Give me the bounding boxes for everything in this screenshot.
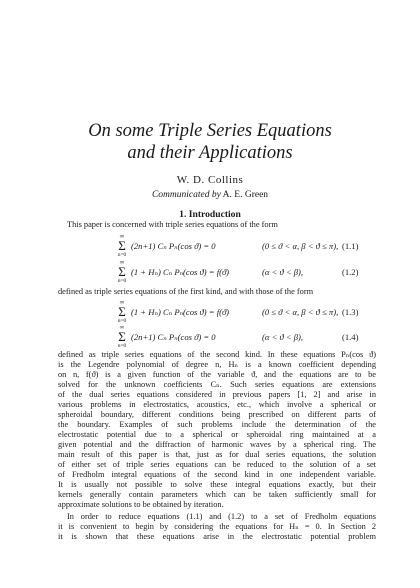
equation-lhs: (2n+1) Cₙ Pₙ(cos ϑ) = 0 bbox=[131, 332, 216, 342]
paragraph-line: approximate solutions to be obtained by iteration. bbox=[58, 500, 224, 509]
equation-1-3 bbox=[0, 299, 420, 323]
equation-lhs: (2n+1) Cₙ Pₙ(cos ϑ) = 0 bbox=[131, 241, 216, 251]
equation-1-1 bbox=[0, 233, 420, 257]
section-heading: 1. Introduction bbox=[179, 209, 241, 220]
paragraph-line: electrostatic potential due to a spherical or spheroidal ring maintained at a bbox=[58, 430, 376, 439]
paragraph-line: of either set of triple series equations can be reduced to the solution of a set bbox=[58, 460, 376, 469]
equation-condition: (0 ≤ ϑ < α, β < ϑ ≤ π), bbox=[262, 307, 339, 317]
intro-line: This paper is concerned with triple series equations of the form bbox=[67, 220, 278, 229]
summation-sign: ∞ Σ n=0 bbox=[117, 233, 127, 258]
summation-sign: ∞ Σ n=0 bbox=[117, 324, 127, 349]
paragraph-line: kernels generally contain parameters which can be taken sufficiently small for bbox=[58, 490, 376, 499]
paragraph-line: spheroidal boundary, different conditions being prescribed on different parts of bbox=[58, 410, 376, 419]
communicated-prefix: Communicated by bbox=[151, 190, 221, 200]
paragraph-line: is the Legendre polynomial of degree n, Hₙ is a known coefficient depending bbox=[58, 360, 376, 369]
equation-condition: (α < ϑ < β), bbox=[262, 332, 304, 342]
communicated-name: A. E. Green bbox=[222, 190, 269, 200]
equation-number: (1.3) bbox=[342, 307, 359, 317]
equation-number: (1.4) bbox=[342, 332, 359, 342]
title-line-1: On some Triple Series Equations bbox=[88, 121, 332, 141]
paragraph-line: various problems in electrostatics, acoustics, etc., which involve a spherical or bbox=[58, 400, 376, 409]
equation-number: (1.1) bbox=[342, 241, 359, 251]
author: W. D. Collins bbox=[176, 174, 244, 186]
communicated-by bbox=[0, 190, 420, 200]
paragraph-line: given potential and the diffraction of harmonic waves by a spherical ring. The bbox=[58, 440, 376, 449]
equation-lhs: (1 + Hₙ) Cₙ Pₙ(cos ϑ) = f(ϑ) bbox=[131, 267, 230, 277]
paragraph-line: of Fredholm integral equations of the second kind in one independent variable. bbox=[58, 470, 376, 479]
mid-line: defined as triple series equations of the first kind, and with those of the form bbox=[58, 287, 314, 296]
paragraph-line: it is convenient to begin by considering the equations for Hₙ = 0. In Section 2 bbox=[58, 522, 376, 531]
paragraph-line: defined as triple series equations of the second kind. In these equations Pₙ(cos ϑ) bbox=[58, 350, 376, 359]
summation-sign: ∞ Σ n=0 bbox=[117, 299, 127, 324]
equation-condition: (α < ϑ < β), bbox=[262, 267, 304, 277]
paragraph-line: main result of this paper is that, just as for dual series equations, the solution bbox=[58, 450, 376, 459]
paragraph-line: solved for the unknown coefficients Cₙ. Such series equations are extensions bbox=[58, 380, 376, 389]
paragraph-line: In order to reduce equations (1.1) and (1.2) to a set of Fredholm equations bbox=[67, 512, 376, 521]
equation-1-2 bbox=[0, 259, 420, 283]
paragraph-line: the boundary. Examples of such problems include the determination of the bbox=[58, 420, 376, 429]
equation-1-4 bbox=[0, 324, 420, 348]
equation-condition: (0 ≤ ϑ < α, β < ϑ ≤ π), bbox=[262, 241, 339, 251]
paragraph-line: It is usually not possible to solve these integral equations exactly, but their bbox=[58, 480, 376, 489]
title-line-2: and their Applications bbox=[127, 143, 293, 163]
equation-number: (1.2) bbox=[342, 267, 359, 277]
paragraph-line: on n, f(ϑ) is a given function of the variable ϑ, and the equations are to be bbox=[58, 370, 376, 379]
paragraph-line: of the dual series equations considered in previous papers [1, 2] and arise in bbox=[58, 390, 376, 399]
summation-sign: ∞ Σ n=0 bbox=[117, 259, 127, 284]
paragraph-line: it is shown that these equations arise in the electrostatic potential problem bbox=[58, 532, 376, 541]
equation-lhs: (1 + Hₙ) Cₙ Pₙ(cos ϑ) = f(ϑ) bbox=[131, 307, 230, 317]
